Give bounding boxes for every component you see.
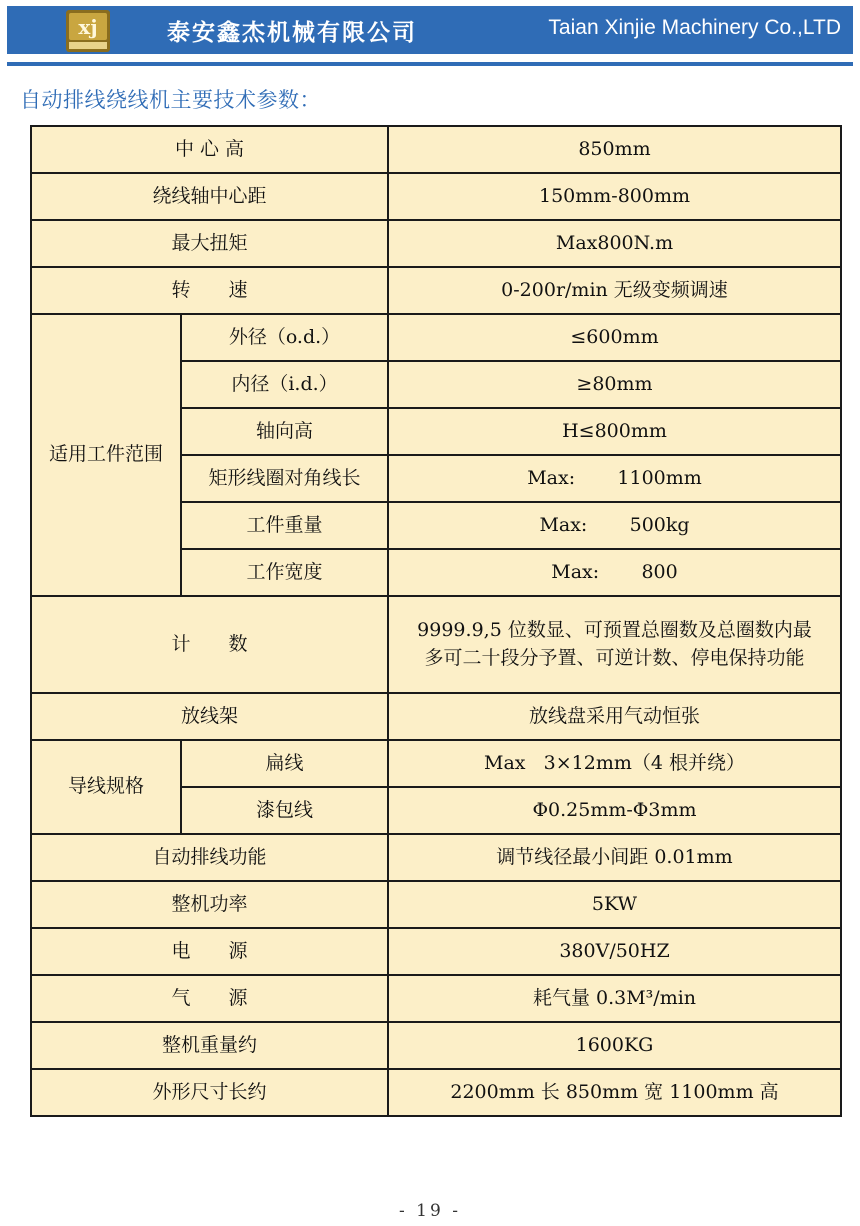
company-name-en: Taian Xinjie Machinery Co.,LTD	[548, 16, 841, 39]
header-divider	[7, 62, 853, 66]
table-row	[31, 220, 841, 267]
table-row	[31, 126, 841, 173]
table-row	[31, 267, 841, 314]
param-value: 2200mm 长 850mm 宽 1100mm 高	[388, 1069, 841, 1116]
param-value: 5KW	[388, 881, 841, 928]
param-label: 外形尺寸长约	[31, 1069, 388, 1116]
table-row	[31, 928, 841, 975]
company-name-cn: 泰安鑫杰机械有限公司	[167, 20, 417, 46]
table-row	[31, 173, 841, 220]
count-value-line-2: 多可二十段分予置、可逆计数、停电保持功能	[424, 646, 805, 669]
table-row	[31, 975, 841, 1022]
param-value: H≤800mm	[388, 408, 841, 455]
page-header	[7, 6, 853, 54]
param-label: 计 数	[31, 596, 388, 693]
param-value: ≥80mm	[388, 361, 841, 408]
table-row	[31, 881, 841, 928]
param-value: 380V/50HZ	[388, 928, 841, 975]
param-label: 电 源	[31, 928, 388, 975]
svg-text:xj: xj	[78, 15, 98, 39]
param-label: 气 源	[31, 975, 388, 1022]
param-sublabel: 轴向高	[181, 408, 388, 455]
param-value-multiline	[388, 596, 841, 693]
param-sublabel: 外径（o.d.）	[181, 314, 388, 361]
page-title: 自动排线绕线机主要技术参数：	[20, 88, 321, 112]
param-value: 1600KG	[388, 1022, 841, 1069]
param-sublabel: 工件重量	[181, 502, 388, 549]
group-label-work-range: 适用工件范围	[31, 314, 181, 596]
param-value: 850mm	[388, 126, 841, 173]
param-sublabel: 内径（i.d.）	[181, 361, 388, 408]
group-label-wire: 导线规格	[31, 740, 181, 834]
table-row	[31, 740, 841, 787]
table-row	[31, 834, 841, 881]
table-row	[31, 596, 841, 693]
param-value: 耗气量 0.3M³/min	[388, 975, 841, 1022]
param-label: 中 心 高	[31, 126, 388, 173]
param-label: 整机重量约	[31, 1022, 388, 1069]
count-value-line-1: 9999.9,5 位数显、可预置总圈数及总圈数内最	[417, 618, 812, 641]
param-value: Φ0.25mm-Φ3mm	[388, 787, 841, 834]
param-sublabel: 扁线	[181, 740, 388, 787]
param-value: Max800N.m	[388, 220, 841, 267]
param-value: Max: 500kg	[388, 502, 841, 549]
param-label: 自动排线功能	[31, 834, 388, 881]
param-value: Max: 800	[388, 549, 841, 596]
param-label: 最大扭矩	[31, 220, 388, 267]
page-number: - 19 -	[399, 1201, 461, 1221]
table-row	[31, 1022, 841, 1069]
table-row	[31, 1069, 841, 1116]
param-value: 0-200r/min 无级变频调速	[388, 267, 841, 314]
table-row	[31, 314, 841, 361]
param-sublabel: 矩形线圈对角线长	[181, 455, 388, 502]
param-label: 放线架	[31, 693, 388, 740]
xinjie-logo-icon	[65, 9, 111, 53]
param-value: 放线盘采用气动恒张	[388, 693, 841, 740]
param-sublabel: 漆包线	[181, 787, 388, 834]
param-value: ≤600mm	[388, 314, 841, 361]
param-value: Max: 1100mm	[388, 455, 841, 502]
spec-table	[30, 125, 842, 1117]
param-value: Max 3×12mm（4 根并绕）	[388, 740, 841, 787]
param-label: 转 速	[31, 267, 388, 314]
table-row	[31, 693, 841, 740]
param-label: 整机功率	[31, 881, 388, 928]
param-value: 调节线径最小间距 0.01mm	[388, 834, 841, 881]
param-label: 绕线轴中心距	[31, 173, 388, 220]
param-sublabel: 工作宽度	[181, 549, 388, 596]
param-value: 150mm-800mm	[388, 173, 841, 220]
